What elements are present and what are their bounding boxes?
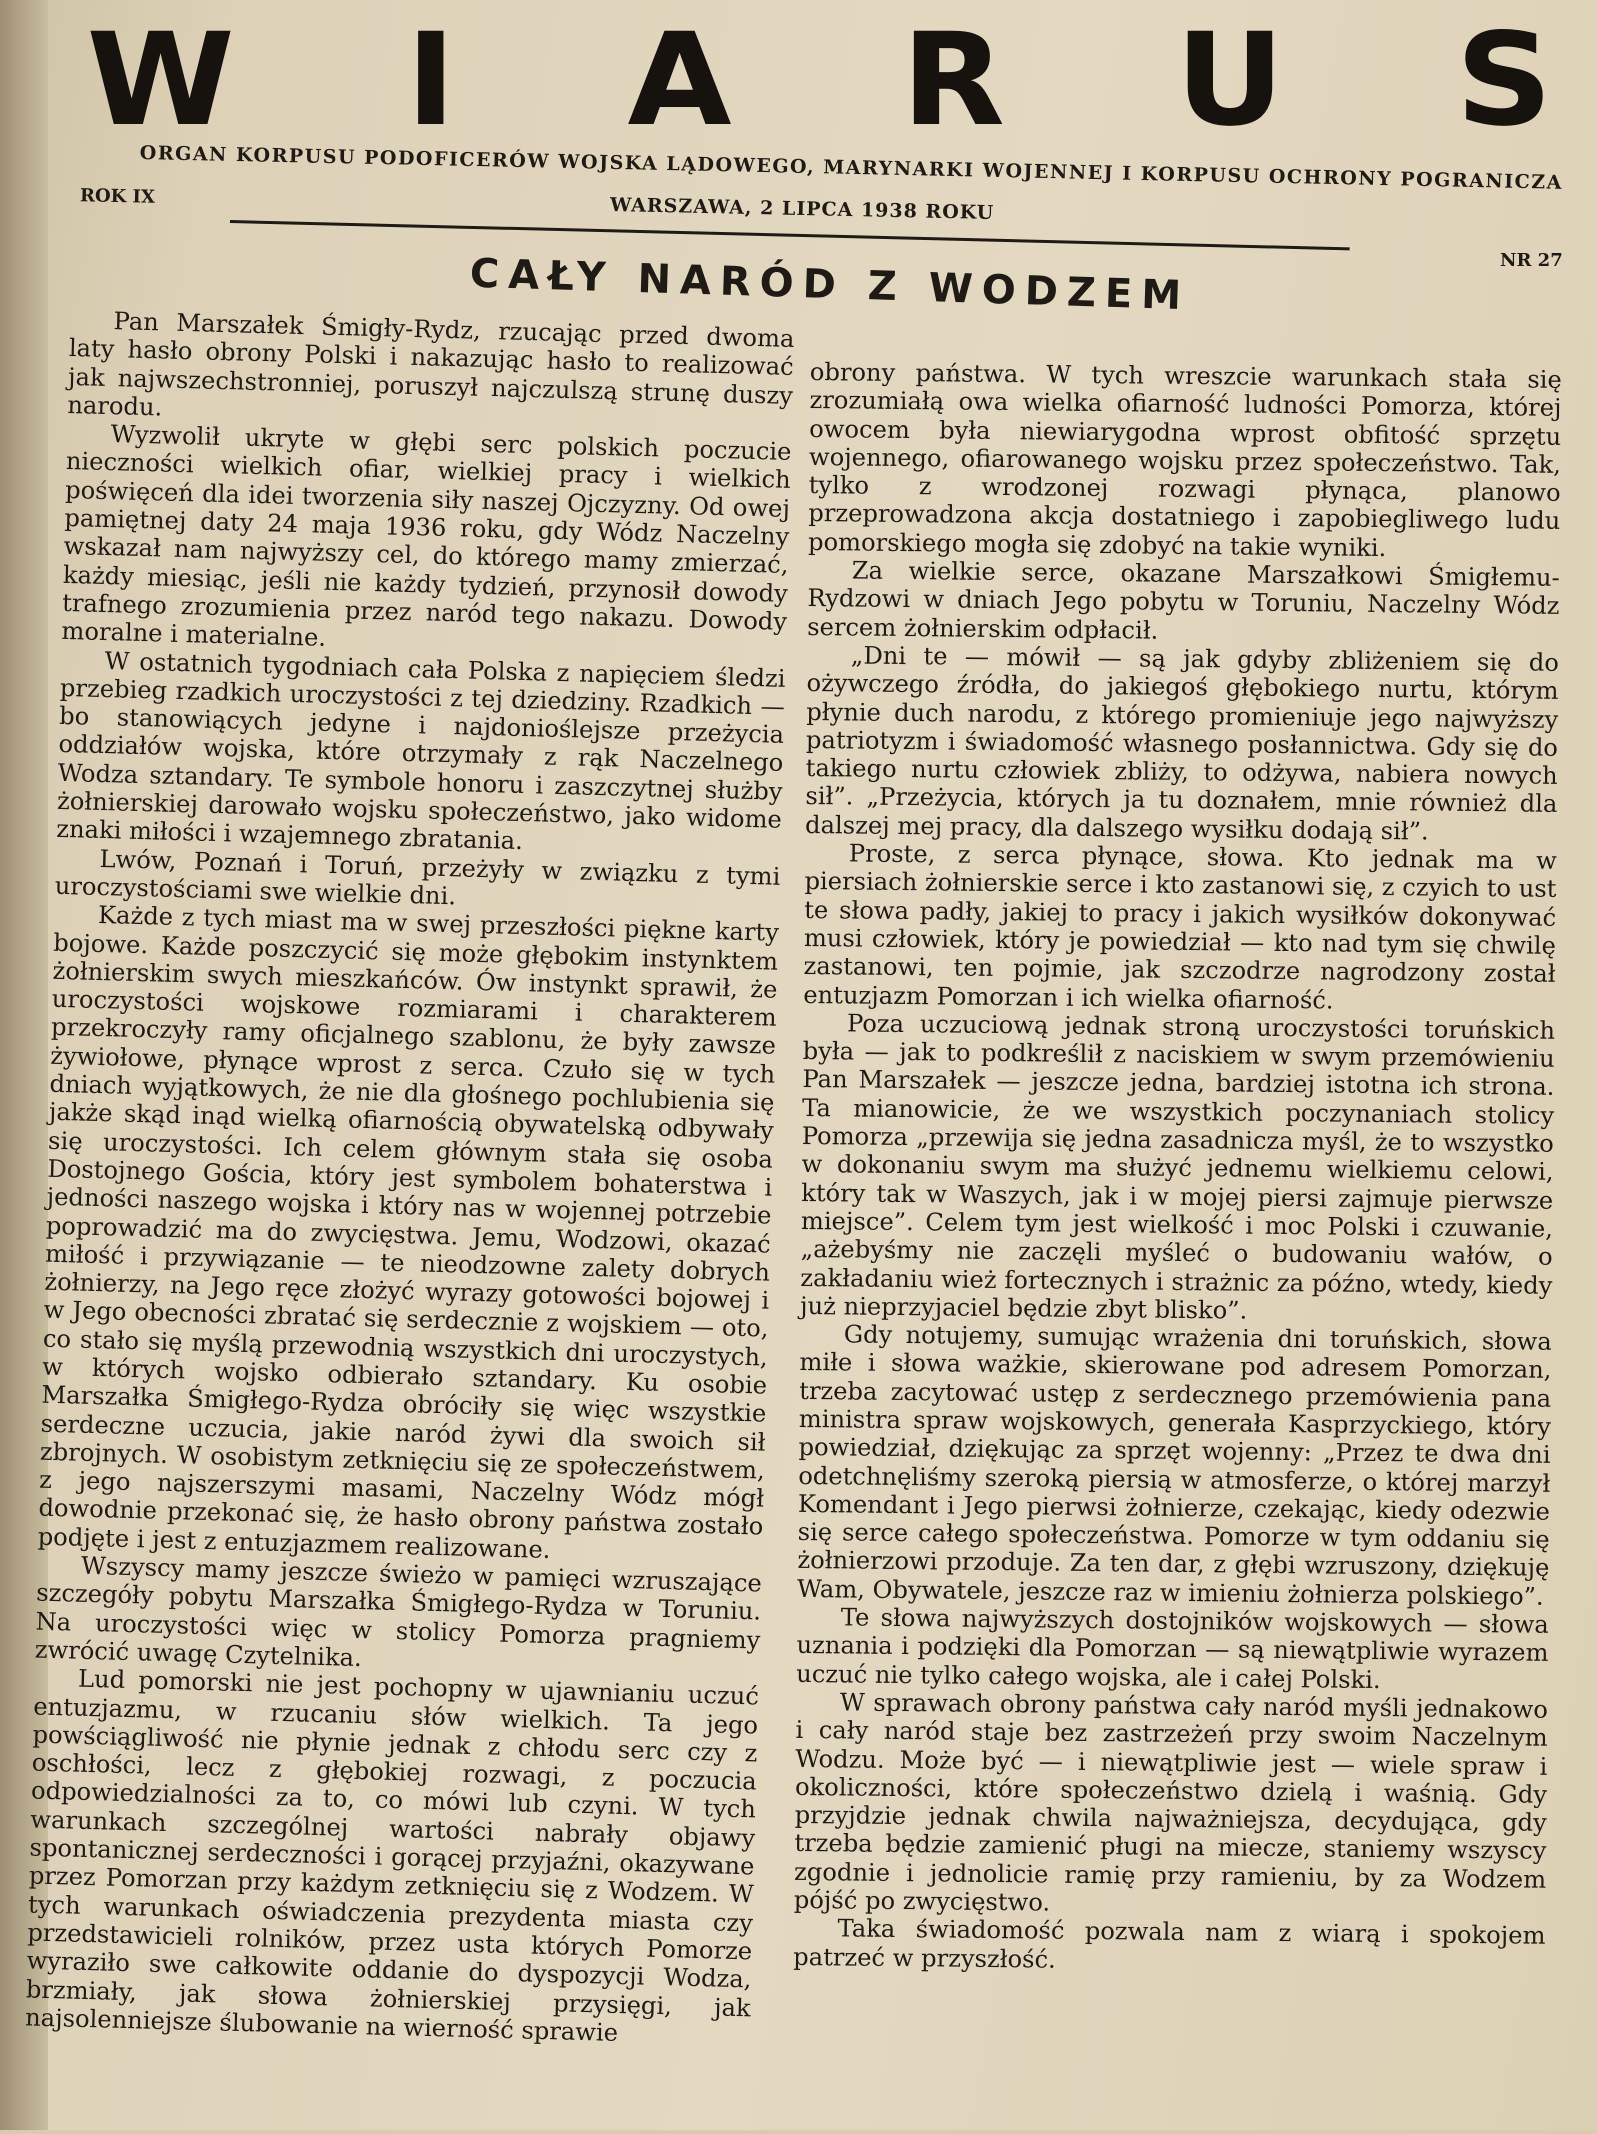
paragraph: Gdy notujemy, sumując wrażenia dni toruńskich, słowa miłe i słowa ważkie, skierowane pod adresem Pomorzan, trzeba zacytować ustęp z serdecznego przemówienia pana ministra spraw wojskowych, generała Kasprzyckiego, który powiedział, dziękując za sprzęt wojenny: „Przez te dwa dni odetchnęliśmy szeroką piersią w atmosferze, o której marzył Komendant i Jego pierwsi żołnierze, czekając, kiedy odezwie się serce całego społeczeństwa. Pomorze w tym oddaniu się żołnierzowi przoduje. Za ten dar, z głębi wzruszony, dziękuję Wam, Obywatele, jeszcze raz w imieniu żołnierza polskiego”. bbox=[796, 1320, 1552, 1611]
paragraph: Lud pomorski nie jest pochopny w ujawnianiu uczuć entuzjazmu, w rzucaniu słów wielkich. Ta jego powściągliwość nie płynie jednak z chłodu serc czy z oschłości, lecz z głębokiej rozwagi, z poczucia odpowiedzialności za to, co mówi lub czyni. W tych warunkach szczególnej wartości nabrały objawy spontanicznej serdeczności i gorącej przyjaźni, okazywane przez Pomorzan przy każdym zetknięciu się z Wodzem. W tych warunkach oświadczenia prezydenta miasta czy przedstawicieli rolników, przez usta których Pomorze wyraziło swe całkowite oddanie do dyspozycji Wodza, brzmiały, jak słowa żołnierskiej przysięgi, jak najsolenniejsze ślubowanie na wierność sprawie bbox=[24, 1664, 760, 2047]
paragraph: Każde z tych miast ma w swej przeszłości piękne karty bojowe. Każde poszczycić się może głębokim instynktem żołnierskim swych mieszkańców. Ów instynkt sprawił, że uroczystości wojskowe rozmiarami i charakterem przekroczyły ramy oficjalnego szablonu, że były zawsze żywiołowe, płynące wprost z serca. Czuło się w tych dniach wyjątkowych, że nie dla głośnego pochlubienia się jakże skąd inąd wielką ofiarnością obywatelską odbywały się uroczystości. Ich celem głównym stała się osoba Dostojnego Gościa, który jest symbolem bohaterstwa i jedności naszego wojska i który nas w wojennej potrzebie poprowadzić ma do zwycięstwa. Jemu, Wodzowi, okazać miłość i przywiązanie — te nieodzowne zalety dobrych żołnierzy, na Jego ręce złożyć wyrazy gotowości bojowej i w Jego obecności zbratać się serdecznie z wojskiem — oto, co stało się myślą przewodnią wszystkich dni uroczystych, w których wojsko odbierało sztandary. Ku osobie Marszałka Śmigłego-Rydza obróciły się więc wszystkie serdeczne uczucia, jakie naród żywi dla swoich sił zbrojnych. W osobistym zetknięciu się ze społeczeństwem, z jego najszerszymi masami, Naczelny Wódz mógł dowodnie przekonać się, że hasło obrony państwa zostało podjęte i jest z entuzjazmem realizowane. bbox=[37, 901, 780, 1564]
issue-number: NR 27 bbox=[1500, 250, 1563, 271]
dateline: WARSZAWA, 2 LIPCA 1938 ROKU bbox=[609, 193, 995, 225]
paragraph: Pan Marszałek Śmigły-Rydz, rzucając przed dwoma laty hasło obrony Polski i nakazując hasło to realizować jak najwszechstronniej, poruszył najczulszą strunę duszy narodu. bbox=[67, 307, 795, 422]
masthead-rule bbox=[230, 220, 1350, 250]
paragraph: W sprawach obrony państwa cały naród myśli jednakowo i cały naród staje bez zastrzeżeń przy swoim Naczelnym Wodzu. Może być — i niewątpliwie jest — wiele spraw i okoliczności, które społeczeństwo dzielą i waśnią. Gdy przyjdzie jednak chwila najważniejsza, decydująca, gdy trzeba będzie zamienić pługi na miecze, staniemy wszyscy zgodnie i jednolicie ramię przy ramieniu, by za Wodzem pójść po zwycięstwo. bbox=[793, 1688, 1549, 1917]
paragraph: „Dni te — mówił — są jak gdyby zbliżeniem się do ożywczego źródła, do jakiegoś głębokiego nurtu, którym płynie duch narodu, z którego promieniuje jego najwyższy patriotyzm i świadomość własnego posłannictwa. Gdy się do takiego nurtu człowiek zbliży, to odżywa, nabiera nowych sił”. „Przeżycia, których ja tu doznałem, mnie również dla dalszej mej pracy, dla dalszego wysiłku dodają sił”. bbox=[804, 641, 1559, 846]
masthead-letter: S bbox=[1455, 5, 1553, 155]
volume-year: ROK IX bbox=[79, 185, 156, 208]
paragraph: Wyzwolił ukryte w głębi serc polskich poczucie nieczności wielkich ofiar, wielkiej pracy i wielkich poświęceń dla idei tworzenia siły naszej Ojczyzny. Od owej pamiętnej daty 24 maja 1936 roku, gdy Wódz Naczelny wskazał nam najwyższy cel, do którego mamy zmierzać, każdy miesiąc, jeśli nie każdy tydzień, przynosił dowody trafnego zrozumienia przez naród tego nakazu. Dowody moralne i materialne. bbox=[61, 420, 792, 653]
masthead-letter: U bbox=[1175, 5, 1285, 155]
masthead-letter: W bbox=[86, 5, 235, 155]
paragraph: Za wielkie serce, okazane Marszałkowi Śmigłemu-Rydzowi w dniach Jego pobytu w Toruniu, Naczelny Wódz sercem żołnierskim odpłacił. bbox=[807, 556, 1560, 645]
masthead-subtitle: ORGAN KORPUSU PODOFICERÓW WOJSKA LĄDOWEGO, MARYNARKI WOJENNEJ I KORPUSU OCHRONY POGRANICZA bbox=[139, 142, 1564, 194]
paragraph: Proste, z serca płynące, słowa. Kto jednak ma w piersiach żołnierskie serce i kto zastanowi się, z czyich to ust te słowa padły, jakiej to pracy i jakich wysiłków dokonywać musi człowiek, który je powiedział — kto nad tym się chwilę zastanowi, ten pojmie, jak szczodrze nagrodzony został entuzjazm Pomorzan i ich wielka ofiarność. bbox=[803, 839, 1557, 1015]
paragraph: Taka świadomość pozwala nam z wiarą i spokojem patrzeć w przyszłość. bbox=[793, 1914, 1546, 1974]
paragraph: Poza uczuciową jednak stroną uroczystości toruńskich była — jak to podkreślił z naciskiem w swym przemówieniu Pan Marszałek — jeszcze jedna, bardziej istotna ich strona. Ta mianowicie, że we wszystkich poczynaniach stolicy Pomorza „przewija się jedna zasadnicza myśl, że to wszystko w dokonaniu swym ma służyć jednemu wielkiemu celowi, który tak w Waszych, jak i w mojej piersi zajmuje pierwsze miejsce”. Celem tym jest wielkość i moc Polski i czuwanie, „ażebyśmy nie zaczęli myśleć o budowaniu wałów, o zakładaniu wież fortecznych i strażnic za późno, wtedy, kiedy już nieprzyjaciel będzie zbyt blisko”. bbox=[799, 1009, 1556, 1325]
article-right-column bbox=[792, 358, 1562, 2126]
paragraph: Lwów, Poznań i Toruń, przeżyły w związku z tymi uroczystościami swe wielkie dni. bbox=[54, 844, 781, 911]
masthead-letter: A bbox=[627, 5, 732, 155]
masthead-letter: I bbox=[405, 5, 456, 155]
paragraph: Wszyscy mamy jeszcze świeżo w pamięci wzruszające szczegóły pobytu Marszałka Śmigłego-Rydza w Toruniu. Na uroczystości więc w stolicy Pomorza pragniemy zwrócić uwagę Czytelnika. bbox=[34, 1551, 763, 1673]
paragraph: obrony państwa. W tych wreszcie warunkach stała się zrozumiałą owa wielka ofiarność ludności Pomorza, której owocem była niewiarygodna wprost obfitość sprzętu wojennego, ofiarowanego wojsku przez społeczeństwo. Tak, tylko z wrodzonej rozwagi płynąca, planowo przeprowadzona akcja dostatniego i zapobiegliwego ludu pomorskiego mogła się zdobyć na takie wyniki. bbox=[807, 358, 1562, 562]
article-headline: CAŁY NARÓD Z WODZEM bbox=[469, 250, 1191, 320]
article-left-column bbox=[23, 306, 795, 2134]
masthead-letter: R bbox=[901, 5, 1006, 155]
paragraph: Te słowa najwyższych dostojników wojskowych — słowa uznania i podzięki dla Pomorzan — są niewątpliwie wyrazem uczuć nie tylko całego wojska, ale i całej Polski. bbox=[796, 1603, 1549, 1694]
paragraph: W ostatnich tygodniach cała Polska z napięciem śledzi przebieg rzadkich uroczystości z tej dziedziny. Rzadkich — bo stanowiących jedyne i najdonioślejsze przeżycia oddziałów wojska, które otrzymały z rąk Naczelnego Wodza sztandary. Te symbole honoru i zaszczytnej służby żołnierskiej darowało wojsku społeczeństwo, jako widome znaki miłości i wzajemnego zbratania. bbox=[55, 646, 786, 856]
masthead-title bbox=[80, 5, 1560, 155]
